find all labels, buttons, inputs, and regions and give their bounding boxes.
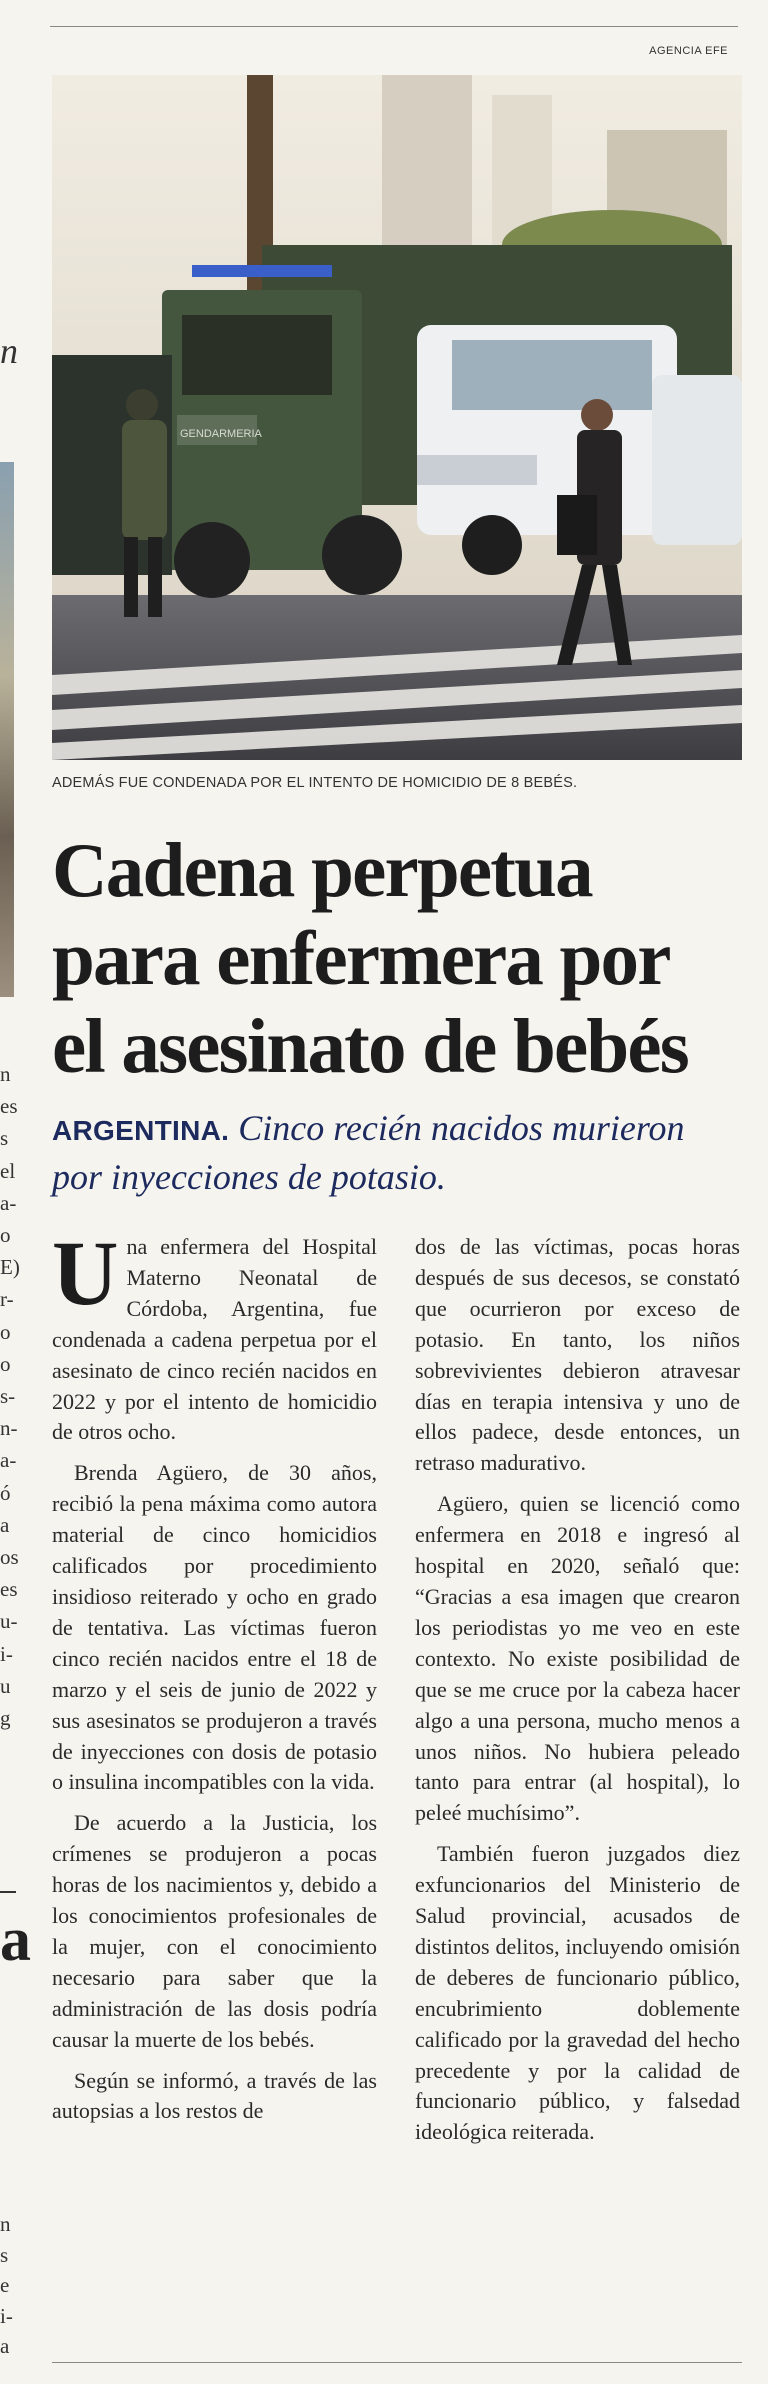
gutter-fragment: el bbox=[0, 1158, 16, 1183]
bottom-rule bbox=[52, 2362, 742, 2363]
gutter-photo-fragment bbox=[0, 462, 14, 997]
gutter-fragment: u bbox=[0, 1673, 11, 1698]
gutter-fragment-top: n bbox=[0, 331, 18, 371]
article-paragraph: Agüero, quien se licenció como enfermera en 2018 e ingresó al hospital en 2020, señaló que: “Gracias a esa imagen que crearon los periodistas yo me veo en este contexto. No existe posibilidad de que se me cruce por la cabeza hacer algo a una persona, mucho menos a unos niños. No hubiera peleado tanto para entrar (al hospital), lo peleé muchísimo”. bbox=[415, 1491, 740, 1826]
gutter-fragment: a- bbox=[0, 1190, 17, 1215]
article-column-1 bbox=[52, 1222, 377, 2137]
article-column-2 bbox=[415, 1232, 740, 2158]
gutter-fragment: i- bbox=[0, 1641, 13, 1666]
gutter-fragment: s bbox=[0, 2242, 9, 2267]
gutter-fragment: u- bbox=[0, 1609, 18, 1634]
gutter-rule bbox=[0, 1891, 16, 1893]
article-paragraph-text: na enfermera del Hospital Materno Neonatal de Córdoba, Argentina, fue condenada a cadena perpetua por el asesinato de cinco recién nacidos en 2022 y por el intento de homicidio de otros ocho. bbox=[52, 1234, 377, 1445]
headline-line-2: para enfermera por bbox=[52, 915, 670, 1001]
article-paragraph: Según se informó, a través de las autopsias a los restos de bbox=[52, 2067, 377, 2124]
gutter-big-letter: a bbox=[0, 1906, 31, 1974]
gutter-fragment: n bbox=[0, 2212, 11, 2236]
deck-text: Cinco recién nacidos murieron por inyecciones de potasio. bbox=[52, 1108, 685, 1197]
article-paragraph bbox=[52, 1222, 377, 1448]
gutter-fragment: n- bbox=[0, 1416, 18, 1441]
gutter-fragment: a bbox=[0, 2334, 10, 2358]
gutter-fragment: e bbox=[0, 2273, 10, 2297]
left-gutter-fragments bbox=[0, 0, 31, 2384]
gutter-fragment: es bbox=[0, 1577, 18, 1602]
gutter-fragment: a bbox=[0, 1512, 10, 1537]
article-paragraph: También fueron juzgados diez exfuncionarios del Ministerio de Salud provincial, acusados de distintos delitos, incluyendo omisión de deberes de funcionario público, encubrimiento doblemente calificado por la gravedad del hecho precedente y por la calidad de funcionario público, y falsedad ideológica reiterada. bbox=[415, 1841, 740, 2145]
gutter-fragment: r- bbox=[0, 1287, 14, 1312]
gutter-fragment: s- bbox=[0, 1384, 16, 1408]
gutter-fragment: i- bbox=[0, 2303, 13, 2328]
gutter-fragment: os bbox=[0, 1545, 19, 1569]
gutter-fragment: n bbox=[0, 1062, 11, 1086]
news-photo bbox=[52, 75, 742, 760]
gutter-fragment: s bbox=[0, 1126, 9, 1151]
gutter-fragment: a- bbox=[0, 1448, 17, 1473]
deck-label: ARGENTINA. bbox=[52, 1115, 230, 1146]
headline bbox=[52, 826, 752, 1090]
top-rule bbox=[50, 26, 738, 27]
article-paragraph: De acuerdo a la Justicia, los crímenes se produjeron a pocas horas de los nacimientos y, debido a los conocimientos profesionales de la mujer, con el conocimiento necesario para saber que la administración de las dosis podría causar la muerte de los bebés. bbox=[52, 1810, 377, 2052]
gutter-fragment: ó bbox=[0, 1480, 11, 1505]
headline-line-3: el asesinato de bebés bbox=[52, 1003, 688, 1089]
truck-lettering: GENDARMERIA bbox=[180, 428, 262, 440]
photo-caption: ADEMÁS FUE CONDENADA POR EL INTENTO DE HOMICIDIO DE 8 BEBÉS. bbox=[52, 775, 578, 791]
gutter-fragment: o bbox=[0, 1351, 11, 1376]
gutter-fragment: g bbox=[0, 1706, 11, 1730]
gutter-fragment: o bbox=[0, 1223, 11, 1247]
gutter-fragment: es bbox=[0, 1094, 18, 1119]
gutter-fragment: E) bbox=[0, 1255, 20, 1280]
drop-cap: U bbox=[52, 1222, 119, 1324]
article-paragraph: dos de las víctimas, pocas horas después de sus decesos, se constató que ocurrieron por exceso de potasio. En tanto, los niños sobrevivientes debieron atravesar días en terapia intensiva y uno de ellos padece, desde entonces, un retraso madurativo. bbox=[415, 1234, 740, 1476]
news-photo-illustration bbox=[52, 75, 742, 760]
article-paragraph: Brenda Agüero, de 30 años, recibió la pena máxima como autora material de cinco homicidios calificados por procedimiento insidioso reiterado y ocho en grado de tentativa. Las víctimas fueron cinco recién nacidos entre el 18 de marzo y el seis de junio de 2022 y sus asesinatos se produjeron a través de inyecciones con dosis de potasio o insulina incompatibles con la vida. bbox=[52, 1460, 377, 1795]
deck bbox=[52, 1105, 742, 1200]
photo-credit: AGENCIA EFE bbox=[649, 45, 728, 57]
headline-line-1: Cadena perpetua bbox=[52, 827, 592, 913]
gutter-fragment: o bbox=[0, 1319, 11, 1344]
